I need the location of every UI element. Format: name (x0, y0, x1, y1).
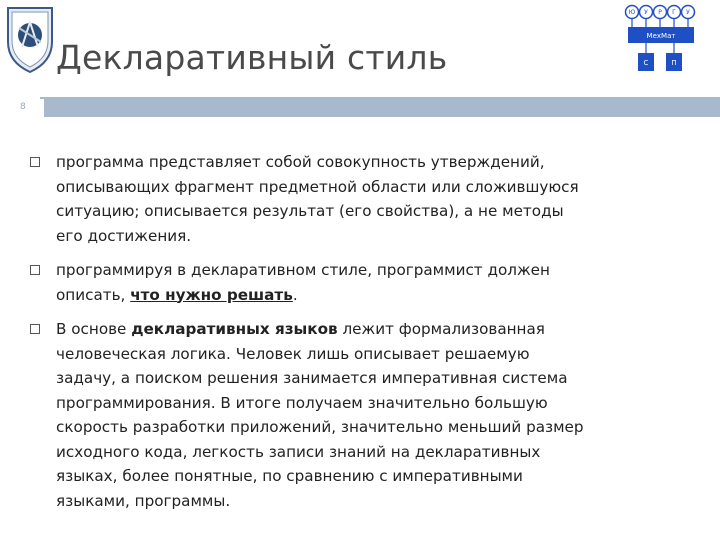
logo-label: МехМат (646, 32, 676, 40)
logo-letter: У (686, 9, 690, 16)
bullet-text-after: . (292, 285, 298, 304)
logo-letter: С (643, 59, 649, 67)
logo-letter: Р (658, 9, 662, 16)
slide-number-box (0, 97, 40, 121)
bullet-text-emphasis: декларативных языков (131, 320, 338, 338)
bullet-text-after: , описывающих фрагмент предметной области или сложившуюся ситуацию; описывается результат (его свойства), а не методы его достижения. (56, 153, 579, 245)
logo-letter: П (671, 59, 677, 67)
square-bullet-icon (30, 157, 40, 167)
bullet-item (30, 150, 590, 248)
slide-number: 8 (20, 102, 26, 112)
bullet-text-emphasis: что нужно решать (130, 285, 293, 304)
university-emblem-icon (2, 2, 58, 74)
square-bullet-icon (30, 324, 40, 334)
logo-letter: У (644, 9, 648, 16)
logo-letter: Ю (628, 9, 636, 16)
square-bullet-icon (30, 265, 40, 275)
bullet-item (30, 317, 590, 513)
bullet-text-emphasis: утверждений (430, 153, 540, 171)
bullet-text-before: В основе (56, 320, 132, 338)
mehmat-logo-icon (622, 3, 700, 77)
bullet-list (30, 150, 590, 513)
bullet-text-before: программируя в декларативном стиле, программист должен описать, (56, 261, 550, 304)
logo-letter: Г (672, 9, 676, 16)
bullet-item (30, 258, 590, 307)
bullet-text-after: лежит формализованная человеческая логика. Человек лишь описывает решаемую задачу, а поиском решения занимается императивная система программирования. В итоге получаем значительно большую скорость разработки приложений, значительно меньший размер исходного кода, легкость записи знаний на декларативных языках, более понятные, по сравнению с императивными языками, программы. (56, 320, 584, 510)
slide-title: Декларативный стиль (56, 38, 448, 77)
bullet-text-before: программа представляет собой совокупность (56, 153, 431, 171)
header-bar (44, 97, 720, 117)
